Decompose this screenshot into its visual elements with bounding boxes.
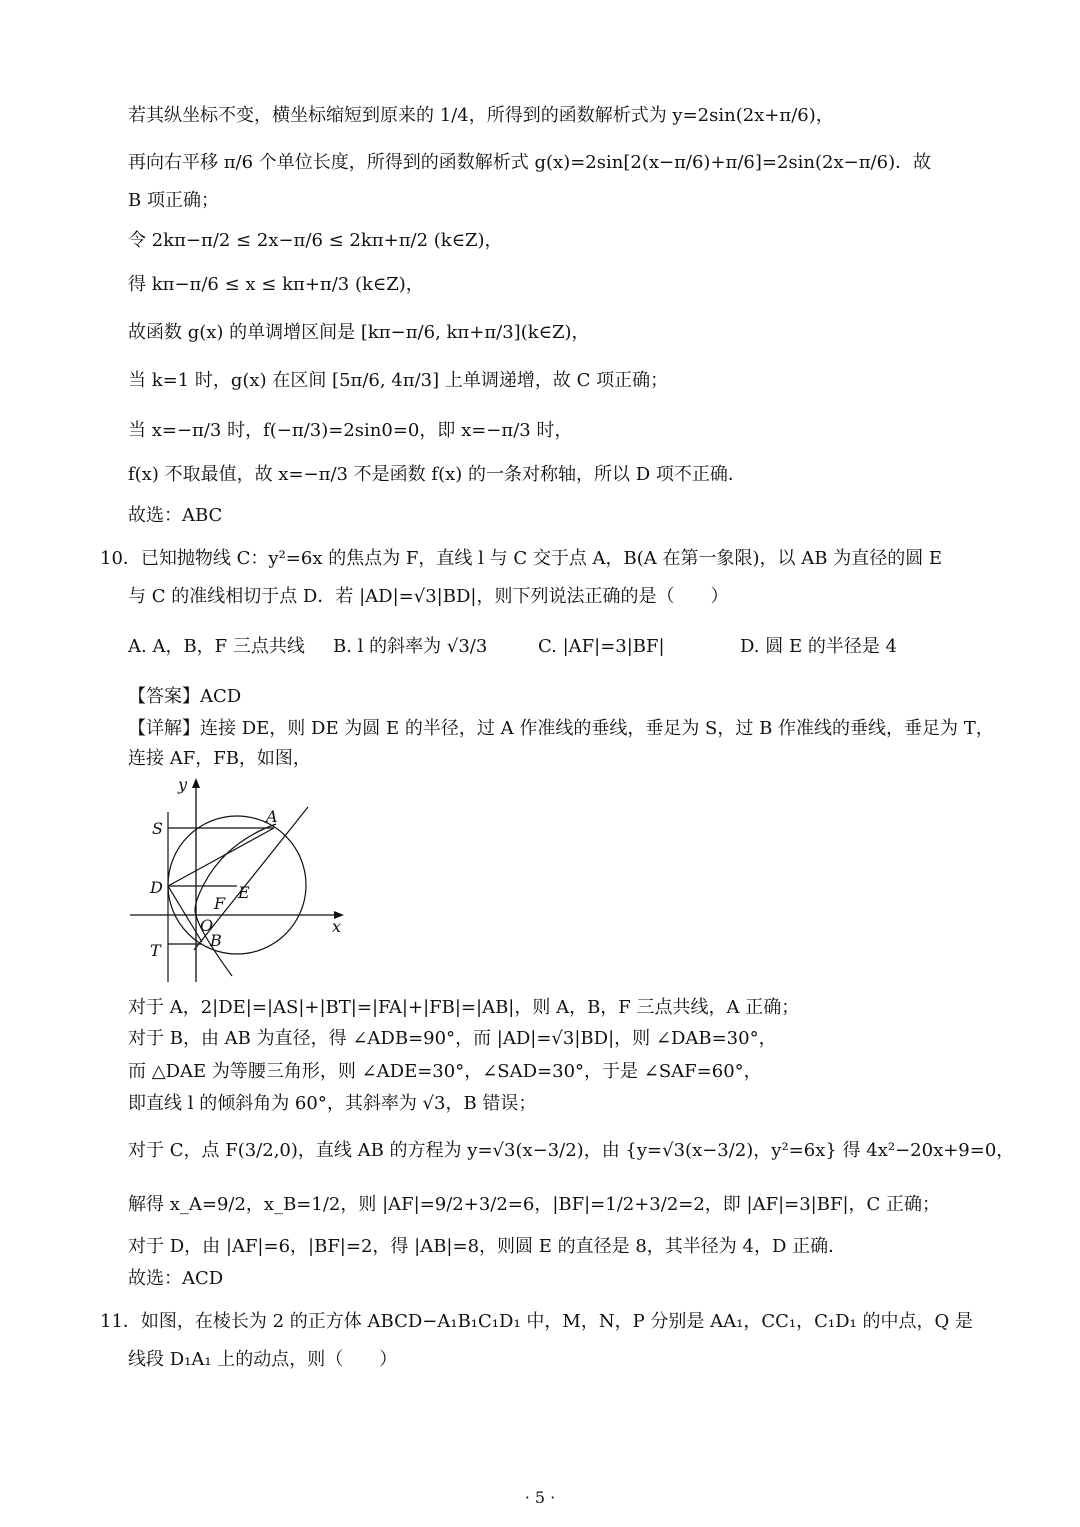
solution-line: B 项正确； [128, 190, 219, 211]
question-10-stem: 10．已知抛物线 C：y²=6x 的焦点为 F，直线 l 与 C 交于点 A，B(A 在第一象限)，以 AB 为直径的圆 E [100, 548, 943, 569]
label-e: E [238, 883, 250, 902]
option-c: C. |AF|=3|BF| [538, 636, 665, 657]
solution-line: 得 kπ−π/6 ≤ x ≤ kπ+π/3 (k∈Z)， [128, 274, 424, 295]
circle-e [168, 816, 306, 954]
label-o: O [200, 916, 214, 935]
detail-line: 【详解】连接 DE，则 DE 为圆 E 的半径，过 A 作准线的垂线，垂足为 S，过 B 作准线的垂线，垂足为 T， [128, 718, 994, 739]
option-b: B. l 的斜率为 √3/3 [333, 636, 488, 657]
question-11-stem: 线段 D₁A₁ 上的动点，则（ ） [128, 1349, 398, 1370]
solution-answer: 故选：ABC [128, 505, 223, 526]
solution-line: 令 2kπ−π/2 ≤ 2x−π/6 ≤ 2kπ+π/2 (k∈Z)， [128, 230, 503, 251]
solution-line: 再向右平移 π/6 个单位长度，所得到的函数解析式 g(x)=2sin[2(x−π/6)+π/6]=2sin(2x−π/6)．故 [128, 152, 932, 173]
analysis-line: 即直线 l 的倾斜角为 60°，其斜率为 √3，B 错误； [128, 1093, 537, 1114]
analysis-line: 对于 A，2|DE|=|AS|+|BT|=|FA|+|FB|=|AB|，则 A，B，F 三点共线，A 正确； [128, 997, 800, 1018]
analysis-answer: 故选：ACD [128, 1268, 224, 1289]
page-number: · 5 · [524, 1488, 556, 1507]
analysis-line: 而 △DAE 为等腰三角形，则 ∠ADE=30°，∠SAD=30°，于是 ∠SAF=60°， [128, 1061, 762, 1082]
analysis-line: 对于 C，点 F(3/2,0)，直线 AB 的方程为 y=√3(x−3/2)，由 {y=√3(x−3/2)，y²=6x} 得 4x²−20x+9=0， [128, 1140, 1015, 1161]
label-y: y [178, 775, 188, 794]
label-b: B [210, 931, 222, 950]
label-s: S [152, 819, 163, 838]
solution-line: 当 x=−π/3 时，f(−π/3)=2sin0=0，即 x=−π/3 时， [128, 420, 573, 441]
segment-db [168, 886, 202, 942]
label-f: F [214, 894, 226, 913]
analysis-line: 解得 x_A=9/2，x_B=1/2，则 |AF|=9/2+3/2=6，|BF|=1/2+3/2=2，即 |AF|=3|BF|，C 正确； [128, 1194, 941, 1215]
parabola-circle-figure [126, 772, 348, 988]
analysis-line: 对于 B，由 AB 为直径，得 ∠ADB=90°，而 |AD|=√3|BD|，则 ∠DAB=30°， [128, 1028, 777, 1049]
analysis-line: 对于 D，由 |AF|=6，|BF|=2，得 |AB|=8，则圆 E 的直径是 8，其半径为 4，D 正确． [128, 1236, 847, 1257]
parabola [195, 824, 276, 976]
detail-line: 连接 AF，FB，如图， [128, 748, 311, 769]
label-t: T [150, 941, 161, 960]
solution-line: f(x) 不取最值，故 x=−π/3 不是函数 f(x) 的一条对称轴，所以 D 项不正确． [128, 464, 746, 485]
solution-line: 故函数 g(x) 的单调增区间是 [kπ−π/6, kπ+π/3](k∈Z)， [128, 322, 590, 343]
solution-line: 若其纵坐标不变，横坐标缩短到原来的 1/4，所得到的函数解析式为 y=2sin(2x+π/6)， [128, 105, 834, 126]
figure-svg [126, 772, 348, 988]
solution-line: 当 k=1 时，g(x) 在区间 [5π/6, 4π/3] 上单调递增，故 C 项正确； [128, 370, 669, 391]
question-10-stem: 与 C 的准线相切于点 D．若 |AD|=√3|BD|，则下列说法正确的是（ ） [128, 586, 729, 607]
y-axis-arrow [192, 778, 200, 788]
answer-label: 【答案】ACD [128, 686, 242, 707]
label-x: x [332, 917, 342, 936]
label-d: D [150, 878, 163, 897]
question-11-stem: 11．如图，在棱长为 2 的正方体 ABCD−A₁B₁C₁D₁ 中，M，N，P 分别是 AA₁，CC₁，C₁D₁ 的中点，Q 是 [100, 1311, 973, 1332]
option-d: D. 圆 E 的半径是 4 [740, 636, 897, 657]
segment-da [168, 828, 274, 886]
label-a: A [266, 807, 278, 826]
option-a: A. A，B，F 三点共线 [128, 636, 305, 657]
